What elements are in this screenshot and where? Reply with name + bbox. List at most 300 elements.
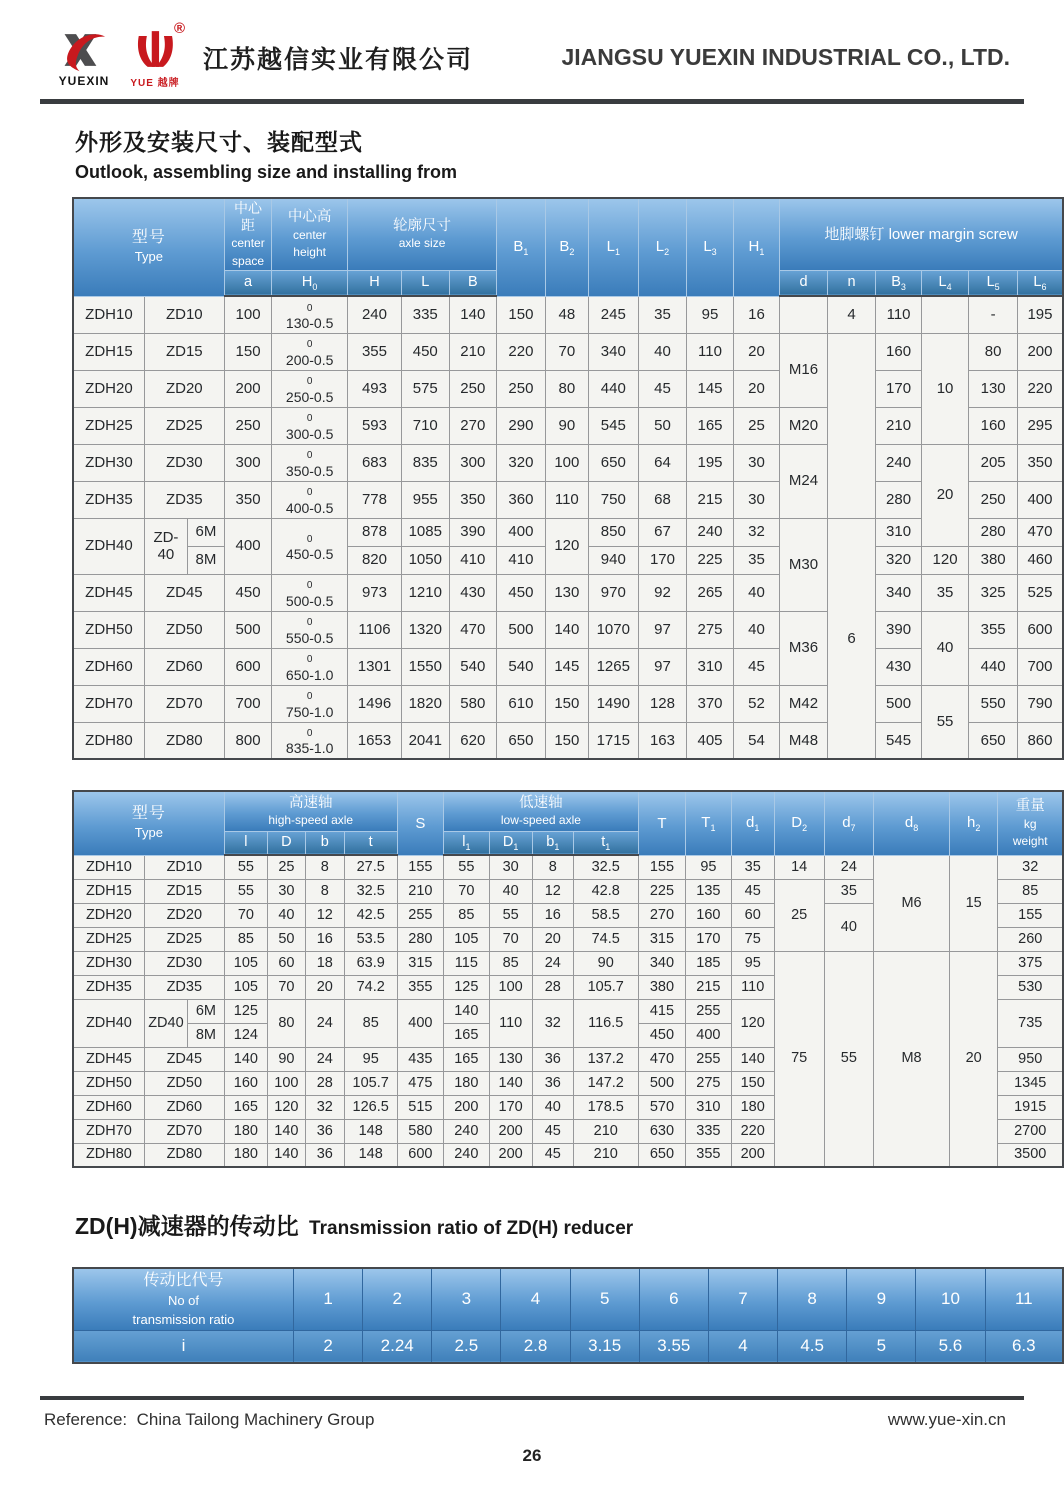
data-cell: 36 xyxy=(305,1119,344,1143)
data-cell: 410 xyxy=(497,546,546,574)
data-cell: 220 xyxy=(497,333,546,370)
data-cell: 52 xyxy=(733,685,779,722)
data-cell: 400 xyxy=(497,518,546,546)
data-cell: 6M xyxy=(188,518,225,546)
section-title-ratio xyxy=(75,1208,1064,1241)
data-cell: - xyxy=(969,296,1018,333)
data-cell: 210 xyxy=(573,1119,638,1143)
data-row xyxy=(73,855,1063,879)
data-cell: ZDH60 xyxy=(73,648,144,685)
data-cell: 195 xyxy=(687,444,733,481)
data-cell: 170 xyxy=(638,546,687,574)
data-cell: 430 xyxy=(449,574,497,611)
data-cell: ZD60 xyxy=(144,648,224,685)
header-cell: 型号 Type xyxy=(73,198,224,296)
data-cell: 5.6 xyxy=(916,1330,985,1363)
data-cell: 25 xyxy=(774,879,824,951)
data-cell: 130 xyxy=(545,574,588,611)
data-cell: 148 xyxy=(344,1143,397,1167)
yuexin-logo-icon xyxy=(55,27,113,73)
data-cell: 50 xyxy=(638,407,687,444)
header-cell: n xyxy=(827,270,876,296)
header-cell: $l_1$ xyxy=(444,831,489,855)
data-cell: M8 xyxy=(874,951,950,1167)
data-cell: 110 xyxy=(545,481,588,518)
data-cell: 32 xyxy=(532,999,573,1047)
data-cell: 360 xyxy=(497,481,546,518)
data-cell: 500 xyxy=(224,611,272,648)
data-cell: 170 xyxy=(686,927,731,951)
data-cell: 200 xyxy=(489,1143,532,1167)
data-cell: M48 xyxy=(780,722,828,759)
data-cell: 205 xyxy=(969,444,1018,481)
data-cell: 380 xyxy=(969,546,1018,574)
data-cell: ZDH70 xyxy=(73,685,144,722)
data-cell: 650 xyxy=(969,722,1018,759)
data-cell: 70 xyxy=(444,879,489,903)
data-cell: 355 xyxy=(347,333,401,370)
data-cell: 4 xyxy=(708,1330,777,1363)
data-cell: 955 xyxy=(402,481,450,518)
header-cell: 4 xyxy=(501,1268,570,1330)
data-cell: ZD40 xyxy=(144,999,187,1047)
data-cell: 210 xyxy=(449,333,497,370)
header-rule xyxy=(40,99,1024,104)
data-cell: 380 xyxy=(638,975,686,999)
data-cell: 1301 xyxy=(347,648,401,685)
data-cell: ZD60 xyxy=(144,1095,224,1119)
header-cell: 轮廓尺寸 axle size xyxy=(347,198,496,270)
data-cell: 124 xyxy=(224,1023,267,1047)
data-cell: 30 xyxy=(733,444,779,481)
data-cell: 55 xyxy=(224,879,267,903)
data-cell: 280 xyxy=(876,481,921,518)
data-cell: 125 xyxy=(444,975,489,999)
data-cell: 2.5 xyxy=(432,1330,501,1363)
data-cell: 200 xyxy=(1017,333,1063,370)
data-cell: 148 xyxy=(344,1119,397,1143)
data-cell: ZDH50 xyxy=(73,611,144,648)
data-cell: 40 xyxy=(921,611,969,685)
data-cell: 160 xyxy=(876,333,921,370)
data-cell: ZDH80 xyxy=(73,1143,144,1167)
header-cell: $L_4$ xyxy=(921,270,969,296)
data-cell: 240 xyxy=(687,518,733,546)
data-cell: 650 xyxy=(588,444,638,481)
data-cell: 255 xyxy=(397,903,443,927)
data-cell: 140 xyxy=(545,611,588,648)
logo1-caption: YUEXIN xyxy=(58,74,110,88)
header-cell: 2 xyxy=(363,1268,432,1330)
data-cell: 27.5 xyxy=(344,855,397,879)
data-cell: 32 xyxy=(305,1095,344,1119)
data-cell: 790 xyxy=(1017,685,1063,722)
data-cell: 0 835-1.0 xyxy=(272,722,348,759)
data-cell: 105 xyxy=(224,951,267,975)
header-cell: H xyxy=(347,270,401,296)
data-cell: 700 xyxy=(224,685,272,722)
data-cell: 835 xyxy=(402,444,450,481)
data-cell: 275 xyxy=(687,611,733,648)
data-cell: M42 xyxy=(780,685,828,722)
data-cell: ZD20 xyxy=(144,370,224,407)
data-cell: 35 xyxy=(824,879,874,903)
header-cell: B xyxy=(449,270,497,296)
data-cell: 800 xyxy=(224,722,272,759)
data-cell: 85 xyxy=(224,927,267,951)
data-cell: 1085 xyxy=(402,518,450,546)
yuexin-logo xyxy=(55,27,113,88)
header-cell: 高速轴 high-speed axle xyxy=(224,791,397,831)
data-cell: 28 xyxy=(305,1071,344,1095)
data-cell: 335 xyxy=(402,296,450,333)
data-cell: 30 xyxy=(268,879,306,903)
data-cell: 280 xyxy=(397,927,443,951)
data-cell: 74.2 xyxy=(344,975,397,999)
data-cell: 8M xyxy=(188,546,225,574)
data-cell: 140 xyxy=(449,296,497,333)
data-cell: 32 xyxy=(998,855,1063,879)
data-cell: 225 xyxy=(687,546,733,574)
data-cell: 165 xyxy=(444,1023,489,1047)
data-cell: 275 xyxy=(686,1071,731,1095)
data-cell: 340 xyxy=(638,951,686,975)
data-cell: ZDH40 xyxy=(73,518,144,574)
data-cell: 48 xyxy=(545,296,588,333)
data-cell: ZDH20 xyxy=(73,903,144,927)
data-cell: 63.9 xyxy=(344,951,397,975)
data-cell: 16 xyxy=(733,296,779,333)
header-cell: $B_3$ xyxy=(876,270,921,296)
data-cell: 440 xyxy=(588,370,638,407)
data-cell: 620 xyxy=(449,722,497,759)
data-cell: 575 xyxy=(402,370,450,407)
data-cell: 25 xyxy=(733,407,779,444)
data-cell: 178.5 xyxy=(573,1095,638,1119)
data-cell: 145 xyxy=(545,648,588,685)
data-cell: 105 xyxy=(444,927,489,951)
data-cell: 30 xyxy=(489,855,532,879)
data-cell: ZD30 xyxy=(144,444,224,481)
data-cell: 375 xyxy=(998,951,1063,975)
data-cell: 820 xyxy=(347,546,401,574)
header-cell: $d_1$ xyxy=(731,791,774,855)
data-cell: 160 xyxy=(224,1071,267,1095)
data-cell: 145 xyxy=(687,370,733,407)
data-cell: 2.24 xyxy=(363,1330,432,1363)
data-cell: 45 xyxy=(532,1143,573,1167)
data-cell: 350 xyxy=(449,481,497,518)
data-cell: 70 xyxy=(224,903,267,927)
data-cell: 210 xyxy=(573,1143,638,1167)
header-cell: $B_2$ xyxy=(545,198,588,296)
data-cell: 735 xyxy=(998,999,1063,1047)
data-cell: 75 xyxy=(731,927,774,951)
header-cell: 5 xyxy=(570,1268,639,1330)
data-cell: ZDH25 xyxy=(73,927,144,951)
header-cell: $T_1$ xyxy=(686,791,731,855)
data-cell: 0 350-0.5 xyxy=(272,444,348,481)
data-cell: 280 xyxy=(969,518,1018,546)
data-cell: 25 xyxy=(268,855,306,879)
data-cell: 1490 xyxy=(588,685,638,722)
data-cell: 85 xyxy=(489,951,532,975)
header-cell: 7 xyxy=(708,1268,777,1330)
data-cell: 860 xyxy=(1017,722,1063,759)
header-cell: a xyxy=(224,270,272,296)
data-cell: ZDH80 xyxy=(73,722,144,759)
data-cell: 260 xyxy=(998,927,1063,951)
header-cell: $L_5$ xyxy=(969,270,1018,296)
header-cell: $H_1$ xyxy=(733,198,779,296)
data-cell: 300 xyxy=(449,444,497,481)
data-cell: 0 500-0.5 xyxy=(272,574,348,611)
data-cell: ZDH10 xyxy=(73,855,144,879)
data-cell: 150 xyxy=(224,333,272,370)
data-cell: 0 130-0.5 xyxy=(272,296,348,333)
data-cell: 8M xyxy=(188,1023,225,1047)
data-cell: 250 xyxy=(969,481,1018,518)
data-cell: 6 xyxy=(827,518,876,759)
data-cell: 300 xyxy=(224,444,272,481)
data-row xyxy=(73,444,1063,481)
data-cell: 270 xyxy=(449,407,497,444)
data-cell: 70 xyxy=(489,927,532,951)
data-cell: 64 xyxy=(638,444,687,481)
data-cell: 40 xyxy=(733,574,779,611)
data-cell: 400 xyxy=(1017,481,1063,518)
data-cell: 54 xyxy=(733,722,779,759)
data-cell: 290 xyxy=(497,407,546,444)
data-cell: 700 xyxy=(1017,648,1063,685)
data-cell: 1715 xyxy=(588,722,638,759)
data-cell: 140 xyxy=(224,1047,267,1071)
data-cell: 32.5 xyxy=(573,855,638,879)
data-cell: 35 xyxy=(638,296,687,333)
data-cell: 450 xyxy=(402,333,450,370)
data-cell: 255 xyxy=(686,1047,731,1071)
data-cell: 68 xyxy=(638,481,687,518)
data-cell: 16 xyxy=(532,903,573,927)
data-cell: 1210 xyxy=(402,574,450,611)
header-cell: 传动比代号 No of transmission ratio xyxy=(73,1268,293,1330)
data-cell: 55 xyxy=(921,685,969,759)
data-cell: 95 xyxy=(731,951,774,975)
data-cell: 165 xyxy=(224,1095,267,1119)
data-cell: 878 xyxy=(347,518,401,546)
data-cell: 750 xyxy=(588,481,638,518)
data-cell: 3.55 xyxy=(639,1330,708,1363)
data-cell: 45 xyxy=(532,1119,573,1143)
company-name-en: JIANGSU YUEXIN INDUSTRIAL CO., LTD. xyxy=(561,44,1010,70)
data-cell: 400 xyxy=(224,518,272,574)
data-cell: 165 xyxy=(687,407,733,444)
data-cell: 110 xyxy=(876,296,921,333)
data-cell: 355 xyxy=(969,611,1018,648)
data-row xyxy=(73,481,1063,518)
data-cell: ZD10 xyxy=(144,296,224,333)
data-cell: ZDH20 xyxy=(73,370,144,407)
data-row xyxy=(73,296,1063,333)
data-cell: 325 xyxy=(969,574,1018,611)
data-cell: 12 xyxy=(532,879,573,903)
data-cell: 24 xyxy=(824,855,874,879)
header-cell: 重量 kg weight xyxy=(998,791,1063,855)
data-row xyxy=(73,407,1063,444)
data-row xyxy=(73,1330,1063,1363)
data-cell: 28 xyxy=(532,975,573,999)
data-cell: 20 xyxy=(733,333,779,370)
data-cell: 6.3 xyxy=(985,1330,1063,1363)
data-cell: 778 xyxy=(347,481,401,518)
data-cell: 1050 xyxy=(402,546,450,574)
data-cell: ZD25 xyxy=(144,927,224,951)
header-cell: 低速轴 low-speed axle xyxy=(444,791,639,831)
data-cell: 355 xyxy=(397,975,443,999)
company-name-cn: 江苏越信实业有限公司 xyxy=(203,45,474,74)
data-cell xyxy=(780,296,828,333)
data-cell: 85 xyxy=(344,999,397,1047)
data-cell: 170 xyxy=(876,370,921,407)
data-cell: 2.8 xyxy=(501,1330,570,1363)
data-cell: 95 xyxy=(344,1047,397,1071)
data-cell: 90 xyxy=(545,407,588,444)
data-cell: 120 xyxy=(545,518,588,574)
data-cell: 36 xyxy=(305,1143,344,1167)
data-cell: 170 xyxy=(489,1095,532,1119)
data-cell: ZDH45 xyxy=(73,1047,144,1071)
data-cell: 545 xyxy=(588,407,638,444)
data-cell: 35 xyxy=(733,546,779,574)
data-cell: 163 xyxy=(638,722,687,759)
data-cell: M6 xyxy=(874,855,950,951)
data-cell: 545 xyxy=(876,722,921,759)
data-cell: 180 xyxy=(224,1143,267,1167)
data-cell: 137.2 xyxy=(573,1047,638,1071)
data-cell: 200 xyxy=(489,1119,532,1143)
data-cell: 250 xyxy=(224,407,272,444)
data-cell: 40 xyxy=(489,879,532,903)
data-cell: 70 xyxy=(545,333,588,370)
data-cell: 0 650-1.0 xyxy=(272,648,348,685)
data-cell: 940 xyxy=(588,546,638,574)
data-cell: 225 xyxy=(638,879,686,903)
data-cell: 295 xyxy=(1017,407,1063,444)
data-cell: 240 xyxy=(347,296,401,333)
data-cell: 95 xyxy=(687,296,733,333)
data-cell: 2 xyxy=(293,1330,362,1363)
data-cell: 55 xyxy=(489,903,532,927)
data-cell: 415 xyxy=(638,999,686,1023)
data-cell: 20 xyxy=(532,927,573,951)
data-cell: 20 xyxy=(921,444,969,546)
data-cell: 220 xyxy=(731,1119,774,1143)
data-cell: 20 xyxy=(305,975,344,999)
data-cell: ZD- 40 xyxy=(144,518,187,574)
data-cell: 14 xyxy=(774,855,824,879)
data-cell: 195 xyxy=(1017,296,1063,333)
data-cell: 150 xyxy=(545,722,588,759)
ratio-title-cn: ZD(H)减速器的传动比 xyxy=(75,1213,299,1239)
data-cell: 125 xyxy=(224,999,267,1023)
data-cell: ZDH15 xyxy=(73,879,144,903)
data-cell: 0 200-0.5 xyxy=(272,333,348,370)
data-cell: 610 xyxy=(497,685,546,722)
data-cell: ZD15 xyxy=(144,333,224,370)
data-cell: 70 xyxy=(268,975,306,999)
data-cell: 97 xyxy=(638,648,687,685)
data-cell: ZD25 xyxy=(144,407,224,444)
data-row xyxy=(73,685,1063,722)
data-cell: 570 xyxy=(638,1095,686,1119)
data-cell: 310 xyxy=(687,648,733,685)
data-cell: 220 xyxy=(1017,370,1063,407)
data-cell: ZD50 xyxy=(144,611,224,648)
data-cell: 215 xyxy=(687,481,733,518)
header-cell: 型号 Type xyxy=(73,791,224,855)
data-cell: 100 xyxy=(268,1071,306,1095)
data-cell: 250 xyxy=(449,370,497,407)
data-cell: 45 xyxy=(638,370,687,407)
data-cell: 3500 xyxy=(998,1143,1063,1167)
data-cell: 683 xyxy=(347,444,401,481)
data-cell: 540 xyxy=(449,648,497,685)
data-cell: 1550 xyxy=(402,648,450,685)
data-cell: 150 xyxy=(545,685,588,722)
data-cell: 90 xyxy=(268,1047,306,1071)
data-cell: 15 xyxy=(949,855,998,951)
yue-brand-logo xyxy=(129,20,185,89)
data-cell: 310 xyxy=(686,1095,731,1119)
header-cell: $h_2$ xyxy=(949,791,998,855)
data-cell: ZDH45 xyxy=(73,574,144,611)
data-cell: 180 xyxy=(224,1119,267,1143)
data-cell: 24 xyxy=(532,951,573,975)
data-cell: 16 xyxy=(305,927,344,951)
data-cell: ZD10 xyxy=(144,855,224,879)
data-cell: 165 xyxy=(444,1047,489,1071)
data-cell: 50 xyxy=(268,927,306,951)
data-cell: 1345 xyxy=(998,1071,1063,1095)
data-cell: 40 xyxy=(268,903,306,927)
data-cell: 255 xyxy=(686,999,731,1023)
data-cell: 155 xyxy=(998,903,1063,927)
data-cell: 540 xyxy=(497,648,546,685)
header-cell: S xyxy=(397,791,443,855)
data-cell: 155 xyxy=(638,855,686,879)
data-cell: 210 xyxy=(876,407,921,444)
data-cell: 116.5 xyxy=(573,999,638,1047)
data-cell: 550 xyxy=(969,685,1018,722)
header-row xyxy=(73,791,1063,831)
data-cell: 110 xyxy=(731,975,774,999)
data-cell: 140 xyxy=(489,1071,532,1095)
data-cell: 240 xyxy=(444,1143,489,1167)
data-cell: 500 xyxy=(876,685,921,722)
header-cell: t xyxy=(344,831,397,855)
data-cell: ZDH70 xyxy=(73,1119,144,1143)
data-cell: 35 xyxy=(921,574,969,611)
data-cell: 18 xyxy=(305,951,344,975)
header-cell: l xyxy=(224,831,267,855)
data-cell: ZD70 xyxy=(144,1119,224,1143)
header-cell: 10 xyxy=(916,1268,985,1330)
data-cell: 120 xyxy=(268,1095,306,1119)
data-cell: 2700 xyxy=(998,1119,1063,1143)
section-title-cn: 外形及安装尺寸、装配型式 xyxy=(75,129,363,155)
data-cell: 580 xyxy=(449,685,497,722)
data-row xyxy=(73,518,1063,546)
